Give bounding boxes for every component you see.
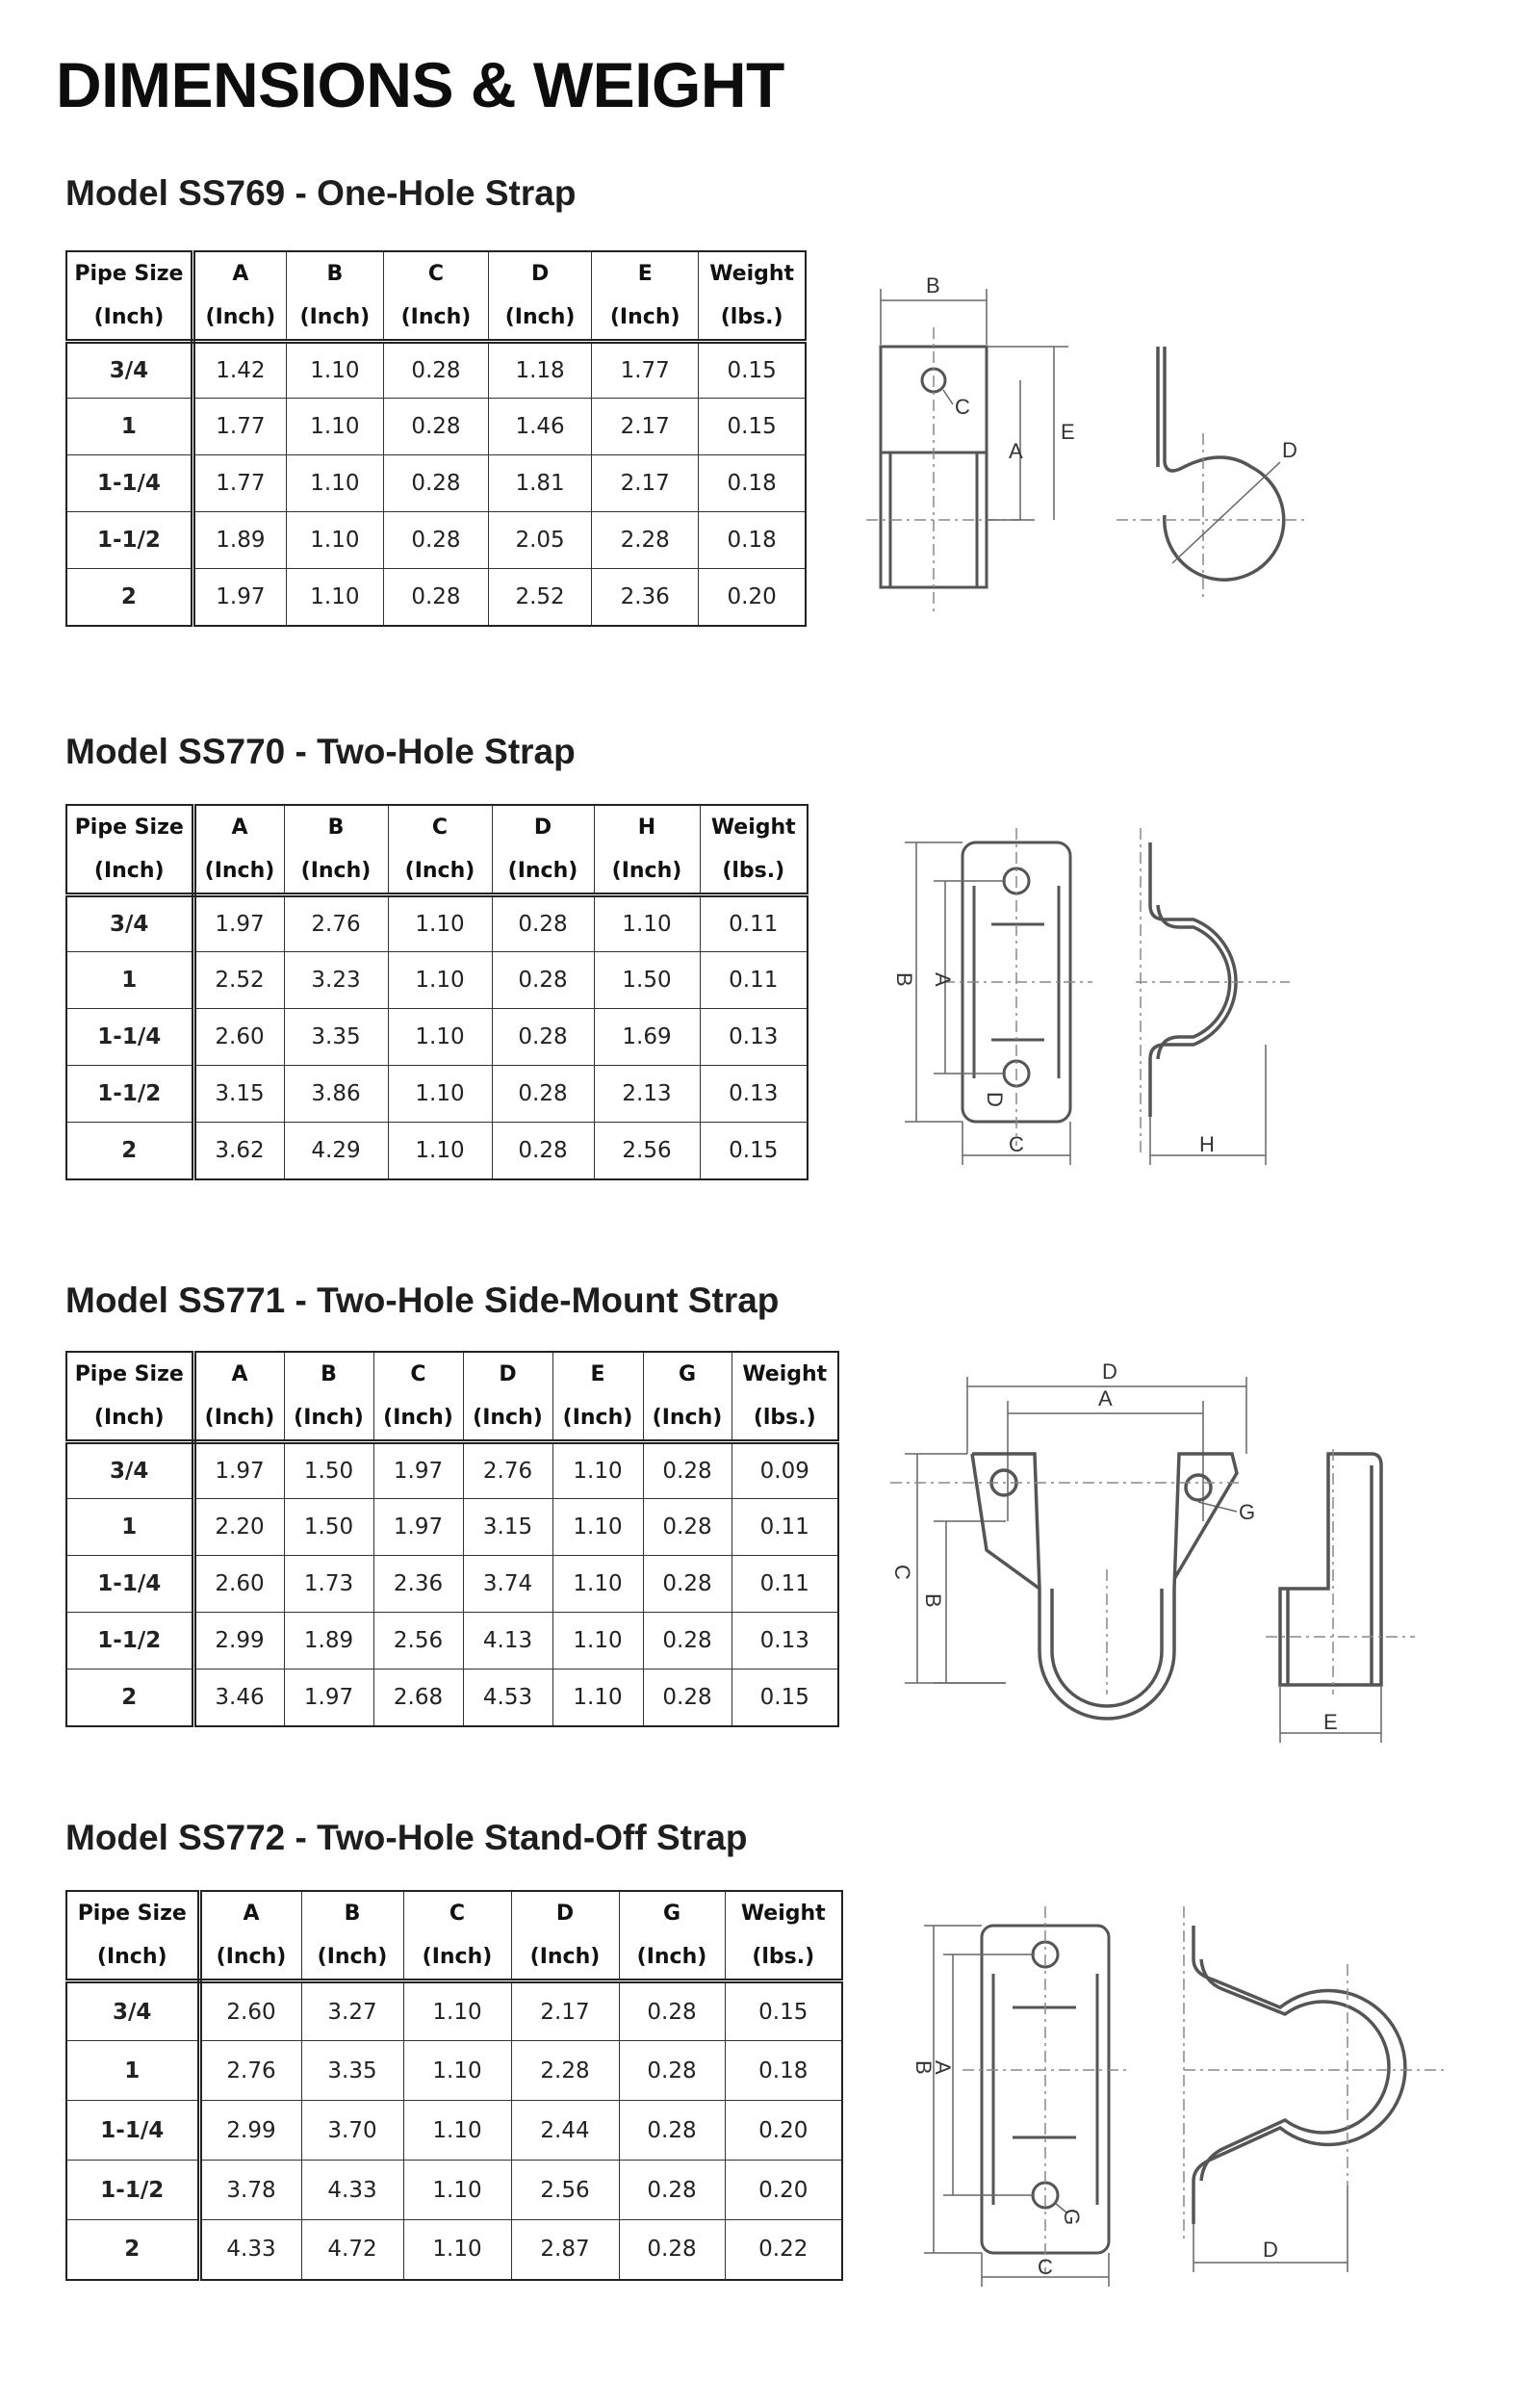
page-title: DIMENSIONS & WEIGHT — [56, 49, 784, 120]
pipe-size-cell: 2 — [66, 2220, 199, 2280]
column-header-unit: (Inch) — [611, 859, 682, 883]
table-cell: 0.11 — [732, 1556, 838, 1613]
table-cell: 3.86 — [284, 1066, 388, 1123]
table-cell: 2.13 — [594, 1066, 700, 1123]
pipe-size-cell: 1-1/4 — [66, 1556, 193, 1613]
column-header — [732, 1352, 838, 1442]
column-header-unit: (Inch) — [317, 1945, 388, 1969]
table-cell: 1.10 — [388, 895, 492, 952]
column-header — [700, 805, 808, 895]
column-header-name: G — [662, 1902, 681, 1926]
table-cell: 2.44 — [511, 2101, 619, 2161]
column-header-name: A — [231, 1362, 248, 1386]
pipe-size-cell: 2 — [66, 1669, 193, 1726]
table-cell: 1.10 — [388, 1066, 492, 1123]
table-cell: 1.89 — [192, 512, 286, 569]
column-header-name: C — [410, 1362, 426, 1386]
table-cell: 2.28 — [592, 512, 699, 569]
column-header-name: E — [637, 262, 653, 286]
table-cell: 0.22 — [725, 2220, 842, 2280]
table-cell: 1.10 — [552, 1442, 643, 1499]
column-header-unit: (Inch) — [299, 305, 371, 329]
table-row — [66, 2101, 842, 2161]
column-header — [511, 1891, 619, 1981]
column-header-unit: (Inch) — [609, 305, 680, 329]
table-cell: 2.56 — [594, 1123, 700, 1179]
column-header-unit: (Inch) — [562, 1406, 633, 1430]
strap-side-view — [1158, 347, 1284, 580]
table-cell: 0.15 — [699, 342, 806, 399]
pipe-size-cell: 2 — [66, 1123, 193, 1179]
strap-side-view — [1150, 842, 1236, 1117]
table-row — [66, 455, 806, 512]
column-header-name: Weight — [710, 815, 796, 840]
table-row — [66, 2161, 842, 2220]
table-header-row — [66, 1352, 838, 1442]
table-cell: 1.89 — [284, 1613, 373, 1669]
table-cell: 4.29 — [284, 1123, 388, 1179]
column-header-unit: (Inch) — [205, 305, 276, 329]
table-row — [66, 952, 808, 1009]
table-cell: 2.52 — [489, 569, 592, 626]
column-header-unit: (Inch) — [636, 1945, 707, 1969]
strap-side-view — [1194, 1926, 1405, 2224]
table-row — [66, 895, 808, 952]
column-header-unit: (lbs.) — [720, 305, 783, 329]
table-cell: 1.81 — [489, 455, 592, 512]
table-cell: 0.28 — [619, 2041, 725, 2101]
table-row — [66, 1123, 808, 1179]
table-cell: 0.20 — [725, 2101, 842, 2161]
column-header — [388, 805, 492, 895]
column-header-unit: (lbs.) — [722, 859, 785, 883]
table-row — [66, 512, 806, 569]
table-cell: 2.76 — [199, 2041, 301, 2101]
table-cell: 1.10 — [388, 952, 492, 1009]
column-header — [192, 251, 286, 342]
table-row — [66, 569, 806, 626]
table-cell: 2.17 — [592, 455, 699, 512]
table-cell: 3.74 — [463, 1556, 552, 1613]
pipe-size-cell: 1 — [66, 952, 193, 1009]
column-header-name: B — [344, 1902, 361, 1926]
table-cell: 2.56 — [373, 1613, 463, 1669]
table-row — [66, 1669, 838, 1726]
section-title: Model SS771 - Two-Hole Side-Mount Strap — [65, 1281, 780, 1320]
column-header-name: A — [243, 1902, 260, 1926]
table-row — [66, 1009, 808, 1066]
column-header-unit: (Inch) — [93, 1406, 165, 1430]
table-cell: 1.10 — [552, 1556, 643, 1613]
table-cell: 1.10 — [286, 569, 383, 626]
table-cell: 0.13 — [700, 1009, 808, 1066]
section-title: Model SS770 - Two-Hole Strap — [65, 732, 576, 771]
table-cell: 1.42 — [192, 342, 286, 399]
column-header-name: A — [231, 815, 248, 840]
column-header — [403, 1891, 511, 1981]
table-cell: 2.99 — [199, 2101, 301, 2161]
table-row — [66, 2220, 842, 2280]
table-cell: 3.35 — [284, 1009, 388, 1066]
column-header-name: B — [321, 1362, 337, 1386]
table-row — [66, 342, 806, 399]
table-cell: 2.52 — [193, 952, 284, 1009]
section-ss770 — [65, 732, 796, 1163]
label-a: A — [931, 2060, 955, 2075]
table-cell: 1.97 — [193, 1442, 284, 1499]
table-cell: 0.28 — [643, 1499, 732, 1556]
table-cell: 0.09 — [732, 1442, 838, 1499]
table-cell: 1.50 — [594, 952, 700, 1009]
table-cell: 1.50 — [284, 1499, 373, 1556]
table-row — [66, 1442, 838, 1499]
table-cell: 1.97 — [193, 895, 284, 952]
label-e: E — [1061, 420, 1075, 444]
column-header — [552, 1352, 643, 1442]
column-header-name: C — [449, 1902, 466, 1926]
column-header-unit: (Inch) — [383, 1406, 453, 1430]
column-header-unit: (Inch) — [216, 1945, 287, 1969]
label-c: C — [1009, 1132, 1024, 1156]
label-c: C — [955, 395, 970, 419]
table-cell: 1.46 — [489, 399, 592, 455]
table-cell: 3.62 — [193, 1123, 284, 1179]
table-cell: 4.33 — [199, 2220, 301, 2280]
label-e: E — [1323, 1710, 1338, 1734]
column-header-name: D — [499, 1362, 517, 1386]
table-row — [66, 2041, 842, 2101]
table-cell: 0.15 — [699, 399, 806, 455]
pipe-size-cell: 1 — [66, 2041, 199, 2101]
table-cell: 0.28 — [383, 399, 488, 455]
table-cell: 1.10 — [403, 2161, 511, 2220]
pipe-size-cell: 1-1/4 — [66, 2101, 199, 2161]
column-header — [592, 251, 699, 342]
column-header-name: B — [327, 815, 345, 840]
table-cell: 1.18 — [489, 342, 592, 399]
table-cell: 0.28 — [619, 1981, 725, 2041]
table-cell: 0.15 — [700, 1123, 808, 1179]
table-cell: 2.60 — [199, 1981, 301, 2041]
table-cell: 1.10 — [403, 1981, 511, 2041]
table-cell: 0.11 — [732, 1499, 838, 1556]
strap-side-view — [1280, 1454, 1381, 1685]
column-header — [66, 1352, 193, 1442]
column-header-unit: (Inch) — [400, 305, 472, 329]
table-cell: 2.76 — [463, 1442, 552, 1499]
column-header-unit: (Inch) — [652, 1406, 723, 1430]
pipe-size-cell: 1-1/2 — [66, 512, 192, 569]
table-cell: 1.10 — [552, 1613, 643, 1669]
table-row — [66, 1066, 808, 1123]
column-header-name: Pipe Size — [77, 1902, 187, 1926]
table-cell: 1.77 — [592, 342, 699, 399]
table-cell: 1.97 — [373, 1499, 463, 1556]
column-header-unit: (Inch) — [529, 1945, 601, 1969]
strap-front-view — [972, 1454, 1237, 1719]
table-cell: 0.28 — [619, 2220, 725, 2280]
pipe-size-cell: 1 — [66, 1499, 193, 1556]
table-cell: 1.97 — [192, 569, 286, 626]
column-header — [286, 251, 383, 342]
table-cell: 1.50 — [284, 1442, 373, 1499]
table-cell: 0.13 — [732, 1613, 838, 1669]
column-header-unit: (Inch) — [93, 859, 165, 883]
label-b: B — [921, 1593, 945, 1608]
label-a: A — [1098, 1386, 1113, 1411]
column-header-name: B — [326, 262, 344, 286]
table-cell: 0.28 — [492, 952, 594, 1009]
table-cell: 2.28 — [511, 2041, 619, 2101]
table-cell: 0.18 — [699, 512, 806, 569]
table-cell: 1.69 — [594, 1009, 700, 1066]
pipe-size-cell: 1 — [66, 399, 192, 455]
table-cell: 2.99 — [193, 1613, 284, 1669]
table-cell: 1.10 — [286, 512, 383, 569]
pipe-size-cell: 1-1/4 — [66, 455, 192, 512]
table-cell: 0.28 — [492, 895, 594, 952]
pipe-size-cell: 3/4 — [66, 342, 192, 399]
table-cell: 2.17 — [592, 399, 699, 455]
table-cell: 2.36 — [592, 569, 699, 626]
diagram-ss772 — [905, 1906, 1463, 2291]
column-header-name: C — [427, 262, 445, 286]
section-ss772 — [65, 1818, 826, 2263]
spec-table — [65, 250, 807, 627]
table-cell: 1.97 — [284, 1669, 373, 1726]
table-cell: 0.13 — [700, 1066, 808, 1123]
table-cell: 1.97 — [373, 1442, 463, 1499]
table-row — [66, 1556, 838, 1613]
column-header-unit: (Inch) — [96, 1945, 167, 1969]
table-cell: 1.10 — [286, 455, 383, 512]
table-cell: 0.18 — [725, 2041, 842, 2101]
table-cell: 3.15 — [193, 1066, 284, 1123]
pipe-size-cell: 1-1/2 — [66, 1066, 193, 1123]
table-cell: 1.77 — [192, 455, 286, 512]
table-cell: 0.28 — [619, 2101, 725, 2161]
table-cell: 0.28 — [643, 1556, 732, 1613]
label-d: D — [1282, 438, 1297, 462]
table-cell: 2.76 — [284, 895, 388, 952]
label-d: D — [1263, 2238, 1278, 2262]
pipe-size-cell: 3/4 — [66, 895, 193, 952]
column-header-name: E — [590, 1362, 605, 1386]
column-header — [463, 1352, 552, 1442]
table-cell: 1.10 — [552, 1669, 643, 1726]
table-cell: 0.15 — [725, 1981, 842, 2041]
table-cell: 2.60 — [193, 1556, 284, 1613]
label-g: G — [1239, 1500, 1256, 1524]
table-cell: 0.28 — [383, 569, 488, 626]
column-header-unit: (Inch) — [93, 305, 165, 329]
column-header — [725, 1891, 842, 1981]
table-cell: 0.11 — [700, 895, 808, 952]
table-cell: 2.56 — [511, 2161, 619, 2220]
table-cell: 1.10 — [403, 2101, 511, 2161]
diagram-ss771 — [890, 1358, 1429, 1752]
column-header — [594, 805, 700, 895]
table-cell: 2.20 — [193, 1499, 284, 1556]
column-header — [199, 1891, 301, 1981]
spec-table — [65, 804, 808, 1180]
table-cell: 3.78 — [199, 2161, 301, 2220]
column-header — [193, 1352, 284, 1442]
spec-table — [65, 1890, 843, 2281]
column-header-name: Weight — [742, 1362, 828, 1386]
table-header-row — [66, 251, 806, 342]
section-title: Model SS769 - One-Hole Strap — [65, 173, 577, 213]
column-header-unit: (Inch) — [300, 859, 372, 883]
label-h: H — [1199, 1132, 1215, 1156]
table-cell: 4.72 — [301, 2220, 403, 2280]
column-header-name: G — [678, 1362, 697, 1386]
column-header-unit: (Inch) — [422, 1945, 493, 1969]
label-a: A — [931, 972, 955, 987]
table-cell: 2.36 — [373, 1556, 463, 1613]
pipe-size-cell: 3/4 — [66, 1981, 199, 2041]
table-row — [66, 1499, 838, 1556]
column-header-unit: (lbs.) — [752, 1945, 815, 1969]
column-header-name: H — [637, 815, 656, 840]
column-header — [489, 251, 592, 342]
table-cell: 1.10 — [403, 2041, 511, 2101]
table-cell: 3.15 — [463, 1499, 552, 1556]
column-header-name: D — [530, 262, 550, 286]
table-cell: 0.18 — [699, 455, 806, 512]
table-cell: 1.10 — [552, 1499, 643, 1556]
column-header-name: Weight — [740, 1902, 826, 1926]
table-cell: 1.10 — [286, 399, 383, 455]
table-header-row — [66, 805, 808, 895]
column-header-unit: (Inch) — [507, 859, 578, 883]
table-cell: 2.68 — [373, 1669, 463, 1726]
column-header-name: D — [555, 1902, 575, 1926]
column-header-unit: (Inch) — [204, 859, 275, 883]
pipe-size-cell: 1-1/2 — [66, 1613, 193, 1669]
table-cell: 0.28 — [383, 342, 488, 399]
table-cell: 1.73 — [284, 1556, 373, 1613]
column-header — [193, 805, 284, 895]
section-ss771 — [65, 1281, 828, 1710]
table-cell: 0.28 — [492, 1066, 594, 1123]
column-header-name: C — [431, 815, 449, 840]
column-header-unit: (Inch) — [504, 305, 576, 329]
table-cell: 3.46 — [193, 1669, 284, 1726]
column-header — [66, 805, 193, 895]
table-cell: 3.70 — [301, 2101, 403, 2161]
table-cell: 1.10 — [286, 342, 383, 399]
table-cell: 0.28 — [643, 1613, 732, 1669]
table-cell: 4.53 — [463, 1669, 552, 1726]
table-cell: 0.28 — [492, 1123, 594, 1179]
table-cell: 1.10 — [403, 2220, 511, 2280]
label-b: B — [892, 972, 916, 987]
label-a: A — [1009, 439, 1023, 463]
table-cell: 1.10 — [388, 1009, 492, 1066]
column-header — [643, 1352, 732, 1442]
table-row — [66, 1613, 838, 1669]
table-cell: 0.20 — [699, 569, 806, 626]
pipe-size-cell: 1-1/4 — [66, 1009, 193, 1066]
column-header-name: Pipe Size — [74, 1362, 184, 1386]
label-g: G — [1060, 2209, 1084, 2226]
table-cell: 2.05 — [489, 512, 592, 569]
column-header-name: A — [232, 262, 249, 286]
table-row — [66, 399, 806, 455]
pipe-size-cell: 3/4 — [66, 1442, 193, 1499]
column-header-unit: (Inch) — [404, 859, 475, 883]
label-c: C — [1038, 2255, 1053, 2279]
table-cell: 0.28 — [492, 1009, 594, 1066]
table-cell: 1.10 — [594, 895, 700, 952]
table-cell: 1.10 — [388, 1123, 492, 1179]
table-cell: 4.33 — [301, 2161, 403, 2220]
column-header — [301, 1891, 403, 1981]
column-header-unit: (Inch) — [473, 1406, 543, 1430]
column-header — [284, 805, 388, 895]
section-title: Model SS772 - Two-Hole Stand-Off Strap — [65, 1818, 748, 1857]
column-header-name: Pipe Size — [74, 815, 184, 840]
column-header-name: Weight — [709, 262, 795, 286]
table-cell: 2.60 — [193, 1009, 284, 1066]
label-b: B — [911, 2060, 936, 2075]
label-b: B — [926, 273, 940, 298]
diagram-ss769 — [866, 270, 1367, 635]
table-cell: 2.17 — [511, 1981, 619, 2041]
table-cell: 3.23 — [284, 952, 388, 1009]
table-cell: 3.35 — [301, 2041, 403, 2101]
table-cell: 2.87 — [511, 2220, 619, 2280]
column-header — [619, 1891, 725, 1981]
column-header — [492, 805, 594, 895]
pipe-size-cell: 1-1/2 — [66, 2161, 199, 2220]
column-header — [66, 1891, 199, 1981]
column-header — [66, 251, 192, 342]
table-cell: 0.15 — [732, 1669, 838, 1726]
column-header — [699, 251, 806, 342]
table-cell: 0.20 — [725, 2161, 842, 2220]
table-cell: 1.77 — [192, 399, 286, 455]
table-row — [66, 1981, 842, 2041]
table-cell: 0.28 — [383, 455, 488, 512]
column-header — [383, 251, 488, 342]
label-c: C — [890, 1565, 914, 1580]
column-header-unit: (lbs.) — [753, 1406, 816, 1430]
table-cell: 0.28 — [643, 1442, 732, 1499]
table-header-row — [66, 1891, 842, 1981]
table-cell: 0.28 — [619, 2161, 725, 2220]
diagram-ss770 — [886, 828, 1328, 1175]
spec-table — [65, 1351, 839, 1727]
column-header-unit: (Inch) — [294, 1406, 364, 1430]
column-header-name: Pipe Size — [74, 262, 184, 286]
table-cell: 4.13 — [463, 1613, 552, 1669]
column-header — [284, 1352, 373, 1442]
pipe-size-cell: 2 — [66, 569, 192, 626]
table-cell: 0.28 — [383, 512, 488, 569]
column-header — [373, 1352, 463, 1442]
label-d: D — [1102, 1359, 1117, 1384]
table-cell: 0.28 — [643, 1669, 732, 1726]
table-cell: 0.11 — [700, 952, 808, 1009]
table-cell: 3.27 — [301, 1981, 403, 2041]
section-ss769 — [65, 173, 795, 609]
label-d: D — [983, 1092, 1007, 1107]
column-header-name: D — [533, 815, 552, 840]
column-header-unit: (Inch) — [204, 1406, 275, 1430]
